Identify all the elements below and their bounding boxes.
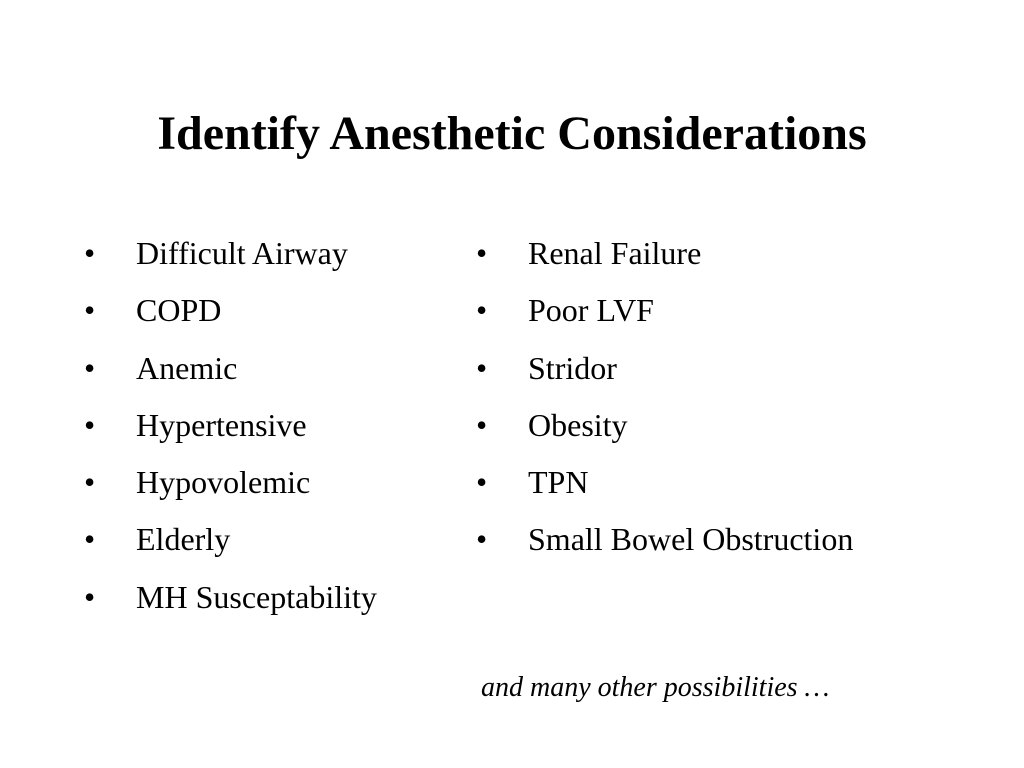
bullet-dot-icon xyxy=(84,343,136,393)
list-item-text: Difficult Airway xyxy=(136,235,348,271)
list-item xyxy=(84,400,464,457)
list-item-text: Stridor xyxy=(528,349,617,386)
list-item xyxy=(84,572,464,629)
list-item xyxy=(476,400,976,457)
list-item xyxy=(84,343,464,400)
list-item-text: Anemic xyxy=(136,349,238,386)
bullet-dot-icon xyxy=(476,400,528,450)
bullet-dot-icon xyxy=(476,228,528,278)
bullet-dot-icon xyxy=(476,343,528,393)
bullet-dot-icon xyxy=(84,514,136,564)
list-item-text: Hypovolemic xyxy=(136,464,311,501)
bullet-dot-icon xyxy=(84,400,136,450)
list-item xyxy=(84,228,464,285)
list-item-text: Poor LVF xyxy=(528,292,654,329)
bullet-dot-icon xyxy=(84,457,136,507)
bullet-dot-icon xyxy=(84,285,136,335)
list-item-text: TPN xyxy=(528,464,589,501)
list-item-text: Elderly xyxy=(136,521,231,558)
list-item-text: Renal Failure xyxy=(528,235,702,271)
list-item xyxy=(476,343,976,400)
bullet-dot-icon xyxy=(476,285,528,335)
list-item-text: Small Bowel Obstruction xyxy=(528,521,854,558)
list-item xyxy=(476,514,976,571)
bullet-dot-icon xyxy=(84,572,136,622)
list-item-text: COPD xyxy=(136,292,222,329)
list-item xyxy=(84,514,464,571)
bullet-dot-icon xyxy=(84,228,136,278)
bullet-dot-icon xyxy=(476,457,528,507)
list-item xyxy=(84,457,464,514)
left-bullet-list xyxy=(84,228,464,629)
list-item-text: Hypertensive xyxy=(136,406,307,443)
list-item-text: Obesity xyxy=(528,406,628,443)
slide-footnote: and many other possibilities … xyxy=(481,672,830,703)
list-item xyxy=(476,457,976,514)
list-item-text: MH Susceptability xyxy=(136,578,377,615)
right-bullet-list xyxy=(476,228,976,572)
bullet-dot-icon xyxy=(476,514,528,564)
list-item xyxy=(476,285,976,342)
slide-title: Identify Anesthetic Considerations xyxy=(157,107,867,160)
list-item xyxy=(84,285,464,342)
list-item xyxy=(476,228,976,285)
